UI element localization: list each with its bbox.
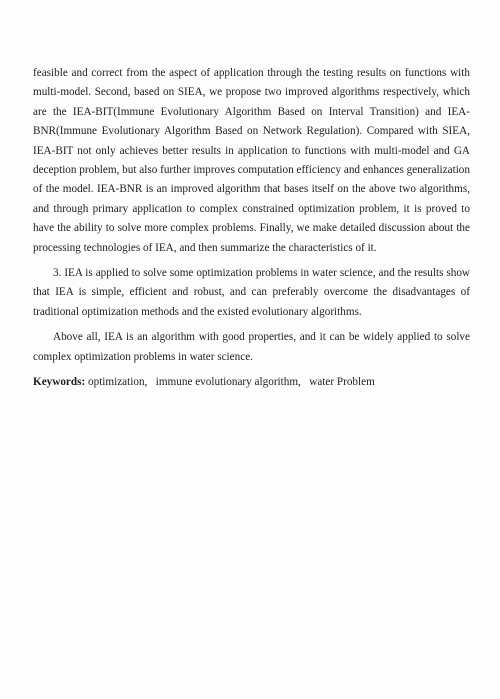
keyword-item: optimization, <box>88 376 148 389</box>
keywords-line <box>33 373 470 392</box>
paragraph-2: 3. IEA is applied to solve some optimization problems in water science, and the results show that IEA is simple, efficient and robust, and can preferably overcome the disadvantages of traditional optimization methods and the existed evolutionary algorithms. <box>33 267 470 318</box>
abstract-text-block <box>33 64 470 393</box>
keyword-item: immune evolutionary algorithm, <box>155 376 301 389</box>
keywords-label: Keywords: <box>33 376 86 389</box>
keyword-item: water Problem <box>309 376 375 389</box>
paragraph-3: Above all, IEA is an algorithm with good properties, and it can be widely applied to solve complex optimization problems in water science. <box>33 331 470 363</box>
paragraph-1: feasible and correct from the aspect of application through the testing results on functions with multi-model. Second, based on SIEA, we propose two improved algorithms respectively, which are the IEA-BIT(Immune Evolutionary Algorithm Based on Interval Transition) and IEA-BNR(Immune Evolutionary Algorithm Based on Network Regulation). Compared with SIEA, IEA-BIT not only achieves better results in application to functions with multi-model and GA deception problem, but also further improves computation efficiency and enhances generalization of the model. IEA-BNR is an improved algorithm that bases itself on the above two algorithms, and through primary application to complex constrained optimization problem, it is proved to have the ability to solve more complex problems. Finally, we make detailed discussion about the processing technologies of IEA, and then summarize the characteristics of it. <box>33 67 470 254</box>
